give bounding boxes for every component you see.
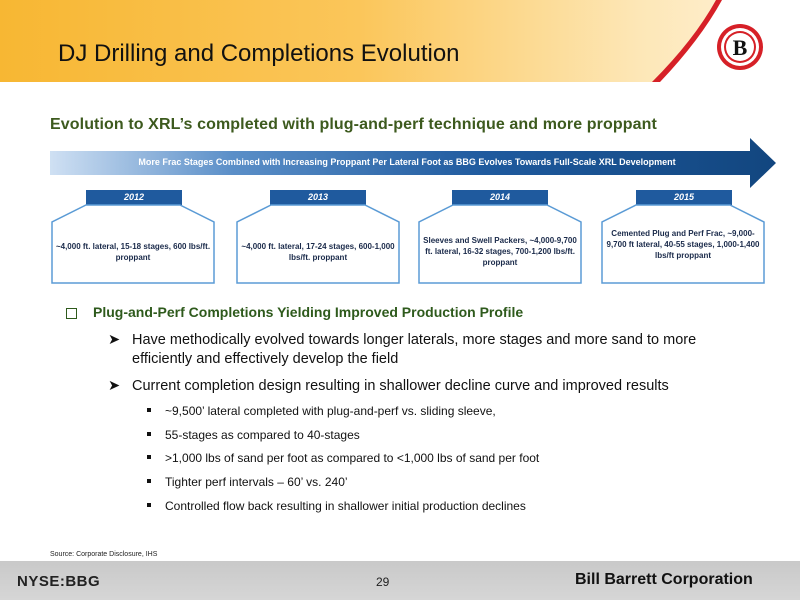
bullet-item — [108, 377, 748, 396]
callout-2013 — [236, 204, 400, 284]
sub-bullet-item — [147, 428, 360, 442]
section-heading — [66, 304, 523, 320]
year-tab-2015: 2015 — [636, 190, 732, 205]
arrow-caption: More Frac Stages Combined with Increasing Proppant Per Lateral Foot as BBG Evolves Towards Full-Scale XRL Development — [138, 157, 676, 167]
square-bullet-icon — [147, 503, 151, 507]
sub-bullet-text: Tighter perf intervals – 60’ vs. 240’ — [165, 475, 348, 489]
callout-2015 — [601, 204, 765, 284]
square-bullet-icon — [147, 455, 151, 459]
callout-2014 — [418, 204, 582, 284]
sub-bullet-item — [147, 475, 348, 489]
page-title: DJ Drilling and Completions Evolution — [58, 40, 460, 67]
section-heading-text: Plug-and-Perf Completions Yielding Improved Production Profile — [93, 304, 524, 320]
stock-ticker: NYSE:BBG — [17, 573, 101, 590]
company-logo-icon — [716, 23, 764, 71]
header-band — [0, 0, 800, 82]
sub-bullet-item — [147, 451, 539, 465]
sub-bullet-text: 55-stages as compared to 40-stages — [165, 428, 360, 442]
sub-bullet-item — [147, 404, 496, 418]
arrow-bullet-icon: ➤ — [108, 378, 121, 394]
company-name: Bill Barrett Corporation — [575, 571, 753, 588]
square-bullet-icon — [147, 432, 151, 436]
bullet-item — [108, 331, 748, 369]
callout-text-2012: ~4,000 ft. lateral, 15-18 stages, 600 lbs/ft. proppant — [55, 242, 211, 262]
sub-bullet-item — [147, 499, 526, 513]
page-number: 29 — [376, 575, 390, 589]
callout-text-2013: ~4,000 ft. lateral, 17-24 stages, 600-1,000 lbs/ft. proppant — [241, 242, 395, 262]
checkbox-bullet-icon — [66, 308, 77, 319]
year-tab-2012: 2012 — [86, 190, 182, 205]
bullet-text: Current completion design resulting in shallower decline curve and improved results — [132, 378, 669, 394]
year-tab-2014: 2014 — [452, 190, 548, 205]
callout-2012 — [51, 204, 215, 284]
logo-letter: B — [732, 35, 748, 60]
square-bullet-icon — [147, 479, 151, 483]
arrow-bullet-icon: ➤ — [108, 332, 121, 348]
callout-text-2014: Sleeves and Swell Packers, ~4,000-9,700 ft. lateral, 16-32 stages, 700-1,200 lbs/ft. proppant — [423, 236, 577, 267]
square-bullet-icon — [147, 408, 151, 412]
sub-bullet-text: Controlled flow back resulting in shallower initial production declines — [165, 499, 526, 513]
bullet-text: Have methodically evolved towards longer laterals, more stages and more sand to more efficiently and effectively develop the field — [132, 332, 697, 367]
source-note: Source: Corporate Disclosure, IHS — [50, 551, 158, 558]
callout-text-2015: Cemented Plug and Perf Frac, ~9,000-9,700 ft lateral, 40-55 stages, 1,000-1,400 lbs/ft proppant — [606, 229, 760, 260]
sub-bullet-text: ~9,500’ lateral completed with plug-and-perf vs. sliding sleeve, — [165, 404, 496, 418]
year-tab-2013: 2013 — [270, 190, 366, 205]
sub-bullet-text: >1,000 lbs of sand per foot as compared to <1,000 lbs of sand per foot — [165, 451, 540, 465]
slide-subtitle: Evolution to XRL’s completed with plug-and-perf technique and more proppant — [50, 116, 657, 133]
